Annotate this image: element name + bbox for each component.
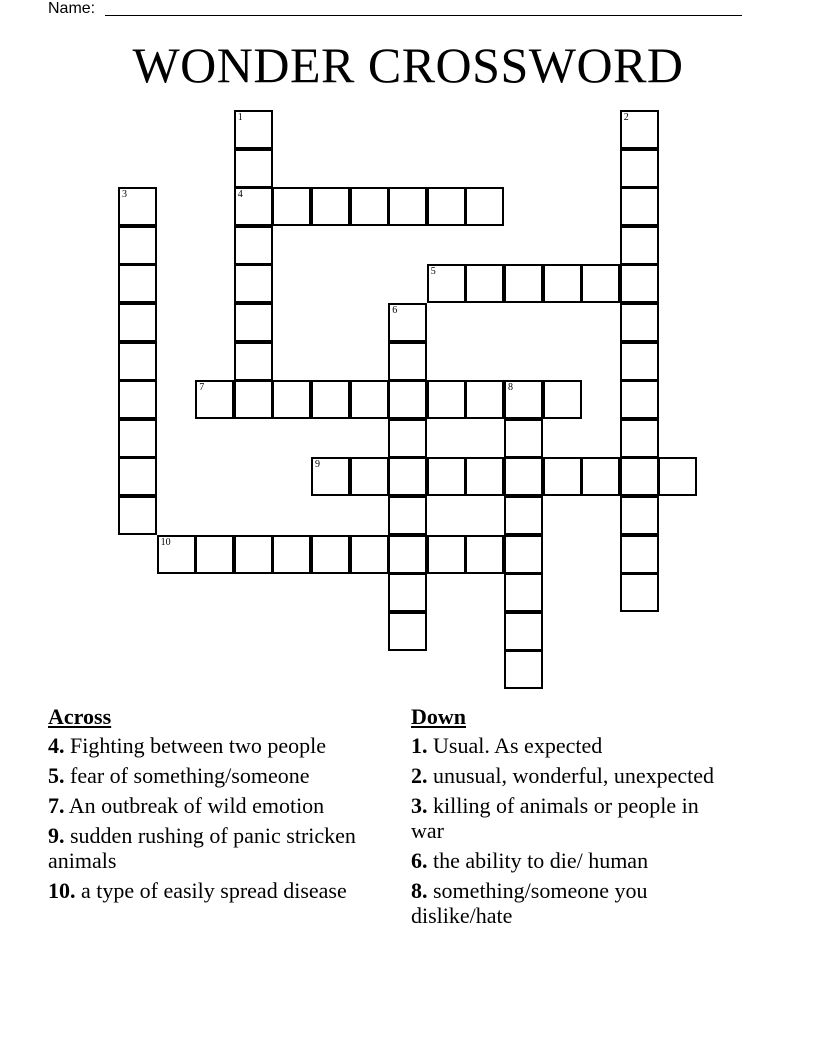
grid-cell[interactable] bbox=[388, 342, 427, 381]
grid-cell[interactable] bbox=[311, 457, 350, 496]
grid-cell[interactable] bbox=[504, 264, 543, 303]
across-clue bbox=[48, 878, 378, 903]
clue-text: Usual. As expected bbox=[427, 733, 603, 758]
down-clue-list bbox=[411, 733, 731, 928]
clue-number-label: 5 bbox=[430, 266, 436, 278]
clue-number-label: 8 bbox=[508, 382, 513, 394]
grid-cell[interactable] bbox=[620, 110, 659, 149]
grid-cell[interactable] bbox=[118, 380, 157, 419]
grid-cell[interactable] bbox=[465, 535, 504, 574]
grid-cell[interactable] bbox=[388, 573, 427, 612]
grid-cell[interactable] bbox=[118, 457, 157, 496]
grid-cell[interactable] bbox=[388, 457, 427, 496]
clue-text: the ability to die/ human bbox=[427, 848, 649, 873]
grid-cell[interactable] bbox=[465, 187, 504, 226]
grid-cell[interactable] bbox=[543, 264, 582, 303]
clue-text: fear of something/someone bbox=[64, 763, 310, 788]
clue-number-label: 2 bbox=[623, 112, 629, 123]
grid-cell[interactable] bbox=[118, 264, 157, 303]
grid-cell[interactable] bbox=[620, 187, 659, 226]
grid-cell[interactable] bbox=[388, 187, 427, 226]
grid-cell[interactable] bbox=[388, 612, 427, 651]
grid-cell[interactable] bbox=[350, 380, 389, 419]
grid-cell[interactable] bbox=[118, 496, 157, 535]
clue-number-label: 7 bbox=[199, 382, 205, 394]
grid-cell[interactable] bbox=[504, 650, 543, 689]
grid-cell[interactable] bbox=[427, 187, 466, 226]
grid-cell[interactable] bbox=[388, 419, 427, 458]
grid-cell[interactable] bbox=[620, 535, 659, 574]
grid-cell[interactable] bbox=[311, 535, 350, 574]
grid-cell[interactable] bbox=[195, 380, 234, 419]
grid-cell[interactable] bbox=[581, 264, 620, 303]
clue-number-label: 6 bbox=[392, 305, 398, 316]
across-clue-list bbox=[48, 733, 378, 903]
clue-text: killing of animals or people in war bbox=[411, 793, 699, 843]
grid-cell[interactable] bbox=[620, 457, 659, 496]
grid-cell[interactable] bbox=[234, 264, 273, 303]
clue-number-label: 1 bbox=[237, 112, 243, 123]
grid-cell[interactable] bbox=[118, 226, 157, 265]
grid-cell[interactable] bbox=[234, 303, 273, 342]
grid-cell[interactable] bbox=[118, 342, 157, 381]
grid-cell[interactable] bbox=[620, 419, 659, 458]
clue-number-label: 4 bbox=[237, 189, 243, 201]
grid-cell[interactable] bbox=[350, 457, 389, 496]
grid-cell[interactable] bbox=[388, 303, 427, 342]
down-clue bbox=[411, 878, 731, 928]
clue-number-label: 9 bbox=[315, 459, 320, 471]
grid-cell[interactable] bbox=[620, 496, 659, 535]
clue-number: 10. bbox=[48, 878, 76, 903]
grid-cell[interactable] bbox=[504, 380, 543, 419]
grid-cell[interactable] bbox=[272, 535, 311, 574]
clue-number: 6. bbox=[411, 848, 428, 873]
grid-cell[interactable] bbox=[234, 342, 273, 381]
grid-cell[interactable] bbox=[234, 110, 273, 149]
down-clue bbox=[411, 848, 731, 873]
grid-cell[interactable] bbox=[388, 535, 427, 574]
grid-cell[interactable] bbox=[620, 342, 659, 381]
grid-cell[interactable] bbox=[465, 457, 504, 496]
grid-cell[interactable] bbox=[311, 187, 350, 226]
grid-cell[interactable] bbox=[465, 264, 504, 303]
grid-cell[interactable] bbox=[157, 535, 196, 574]
across-clue bbox=[48, 823, 378, 873]
grid-cell[interactable] bbox=[620, 149, 659, 188]
grid-cell[interactable] bbox=[118, 187, 157, 226]
clue-text: unusual, wonderful, unexpected bbox=[427, 763, 715, 788]
grid-cell[interactable] bbox=[195, 535, 234, 574]
grid-cell[interactable] bbox=[581, 457, 620, 496]
clue-number: 2. bbox=[411, 763, 428, 788]
grid-cell[interactable] bbox=[118, 419, 157, 458]
grid-cell[interactable] bbox=[350, 535, 389, 574]
across-clue bbox=[48, 763, 378, 788]
grid-cell[interactable] bbox=[658, 457, 697, 496]
grid-cell[interactable] bbox=[118, 303, 157, 342]
grid-cell[interactable] bbox=[504, 573, 543, 612]
clue-number: 4. bbox=[48, 733, 65, 758]
grid-cell[interactable] bbox=[234, 226, 273, 265]
grid-cell[interactable] bbox=[504, 612, 543, 651]
grid-cell[interactable] bbox=[234, 149, 273, 188]
grid-cell[interactable] bbox=[620, 380, 659, 419]
grid-cell[interactable] bbox=[388, 496, 427, 535]
clue-number: 5. bbox=[48, 763, 65, 788]
grid-cell[interactable] bbox=[620, 264, 659, 303]
grid-cell[interactable] bbox=[465, 380, 504, 419]
grid-cell[interactable] bbox=[350, 187, 389, 226]
clue-text: something/someone you dislike/hate bbox=[411, 878, 648, 928]
grid-cell[interactable] bbox=[272, 380, 311, 419]
grid-cell[interactable] bbox=[620, 573, 659, 612]
clue-text: An outbreak of wild emotion bbox=[64, 793, 325, 818]
clue-number: 1. bbox=[411, 733, 428, 758]
grid-cell[interactable] bbox=[234, 187, 273, 226]
across-clues bbox=[48, 704, 378, 908]
across-clue bbox=[48, 793, 378, 818]
clue-text: a type of easily spread disease bbox=[75, 878, 347, 903]
clue-text: sudden rushing of panic stricken animals bbox=[48, 823, 356, 873]
grid-cell[interactable] bbox=[504, 496, 543, 535]
grid-cell[interactable] bbox=[504, 535, 543, 574]
clue-number-label: 10 bbox=[160, 536, 171, 548]
clue-number: 9. bbox=[48, 823, 65, 848]
down-clue bbox=[411, 793, 731, 843]
grid-cell[interactable] bbox=[620, 226, 659, 265]
grid-cell[interactable] bbox=[427, 380, 466, 419]
page-title: WONDER CROSSWORD bbox=[132, 37, 684, 93]
grid-cell[interactable] bbox=[388, 380, 427, 419]
grid-cell[interactable] bbox=[543, 380, 582, 419]
grid-cell[interactable] bbox=[427, 535, 466, 574]
grid-cell[interactable] bbox=[504, 419, 543, 458]
down-clues bbox=[411, 704, 731, 933]
grid-cell[interactable] bbox=[234, 535, 273, 574]
grid-cell[interactable] bbox=[272, 187, 311, 226]
grid-cell[interactable] bbox=[504, 457, 543, 496]
grid-cell[interactable] bbox=[234, 380, 273, 419]
across-clue bbox=[48, 733, 378, 758]
grid-cell[interactable] bbox=[427, 264, 466, 303]
down-clue bbox=[411, 763, 731, 788]
grid-cell[interactable] bbox=[311, 380, 350, 419]
clue-number: 8. bbox=[411, 878, 428, 903]
clue-number: 3. bbox=[411, 793, 428, 818]
clue-number: 7. bbox=[48, 793, 65, 818]
clue-text: Fighting between two people bbox=[64, 733, 327, 758]
clue-number-label: 3 bbox=[122, 189, 127, 201]
grid-cell[interactable] bbox=[620, 303, 659, 342]
grid-cell[interactable] bbox=[427, 457, 466, 496]
down-clue bbox=[411, 733, 731, 758]
down-heading: Down bbox=[411, 704, 467, 729]
across-heading: Across bbox=[48, 704, 112, 729]
grid-cell[interactable] bbox=[543, 457, 582, 496]
name-label: Name: bbox=[48, 0, 96, 17]
